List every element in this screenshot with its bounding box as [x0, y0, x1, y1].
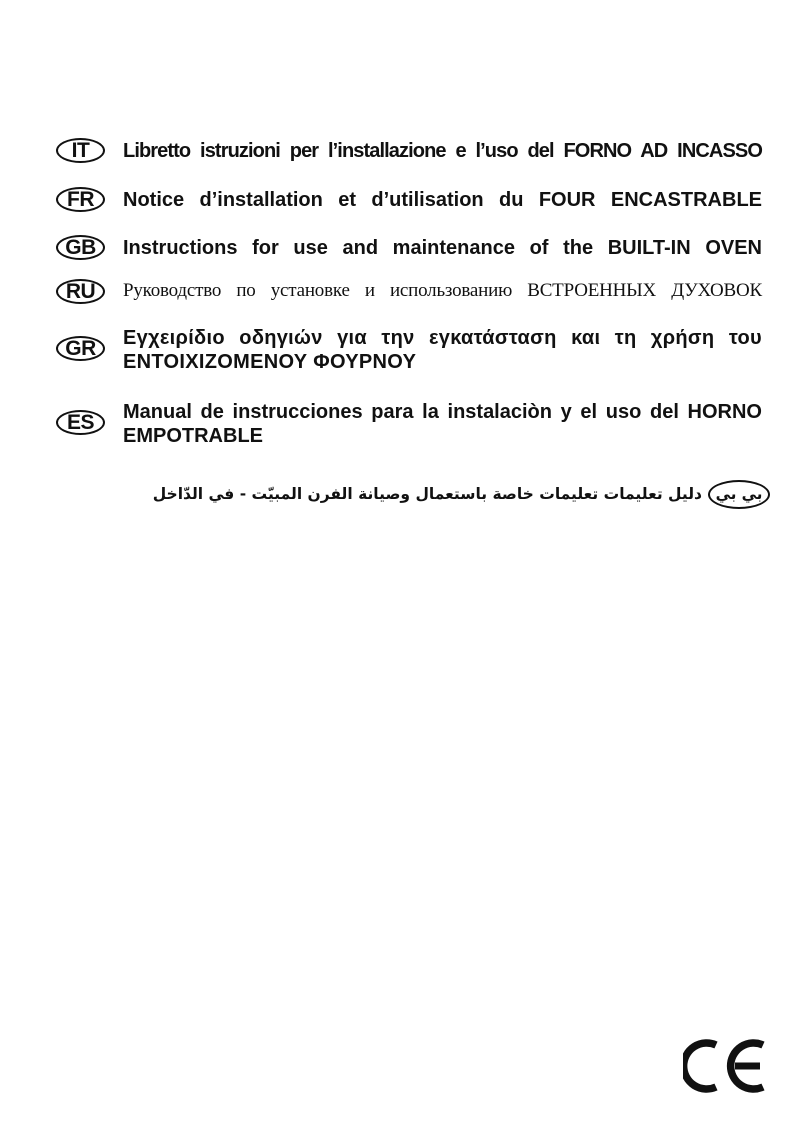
language-badge-ru: RU [56, 279, 105, 304]
language-title-gb: Instructions for use and maintenance of the BUILT-IN OVEN [123, 237, 762, 259]
language-row-es [56, 400, 766, 450]
language-title-ar: دليل تعليمات تعليمات خاصة باستعمال وصيانة الفرن المبيّت - في الدّاخل [152, 485, 702, 503]
language-badge-es: ES [56, 410, 105, 435]
language-row-gb [56, 235, 766, 261]
language-badge-gb: GB [56, 235, 105, 260]
language-row-it [56, 138, 766, 164]
language-title-gr: Εγχειρίδιο οδηγιών για την εγκατάσταση και τη χρήση του ΕΝΤΟΙΧΙΖΟΜΕΝΟΥ ΦΟΥΡΝΟΥ [123, 327, 762, 373]
language-badge-fr: FR [56, 187, 105, 212]
language-title-fr: Notice d’installation et d’utilisation du FOUR ENCASTRABLE [123, 189, 762, 211]
language-row-ru [56, 279, 766, 305]
language-badge-gr: GR [56, 336, 105, 361]
language-badge-it: IT [56, 138, 105, 163]
language-title-es: Manual de instrucciones para la instalaciòn y el uso del HORNO EMPOTRABLE [123, 401, 762, 447]
language-badge-ar: بي بي [708, 480, 770, 509]
ce-mark-icon [683, 1037, 767, 1095]
language-row-fr [56, 187, 766, 213]
language-row-gr [56, 326, 766, 376]
language-title-it: Libretto istruzioni per l’installazione e l’uso del FORNO AD INCASSO [123, 140, 762, 162]
language-title-ru: Руководство по установке и использованию ВСТРОЕННЫХ ДУХОВОК [123, 280, 762, 301]
language-row-ar [152, 478, 770, 510]
